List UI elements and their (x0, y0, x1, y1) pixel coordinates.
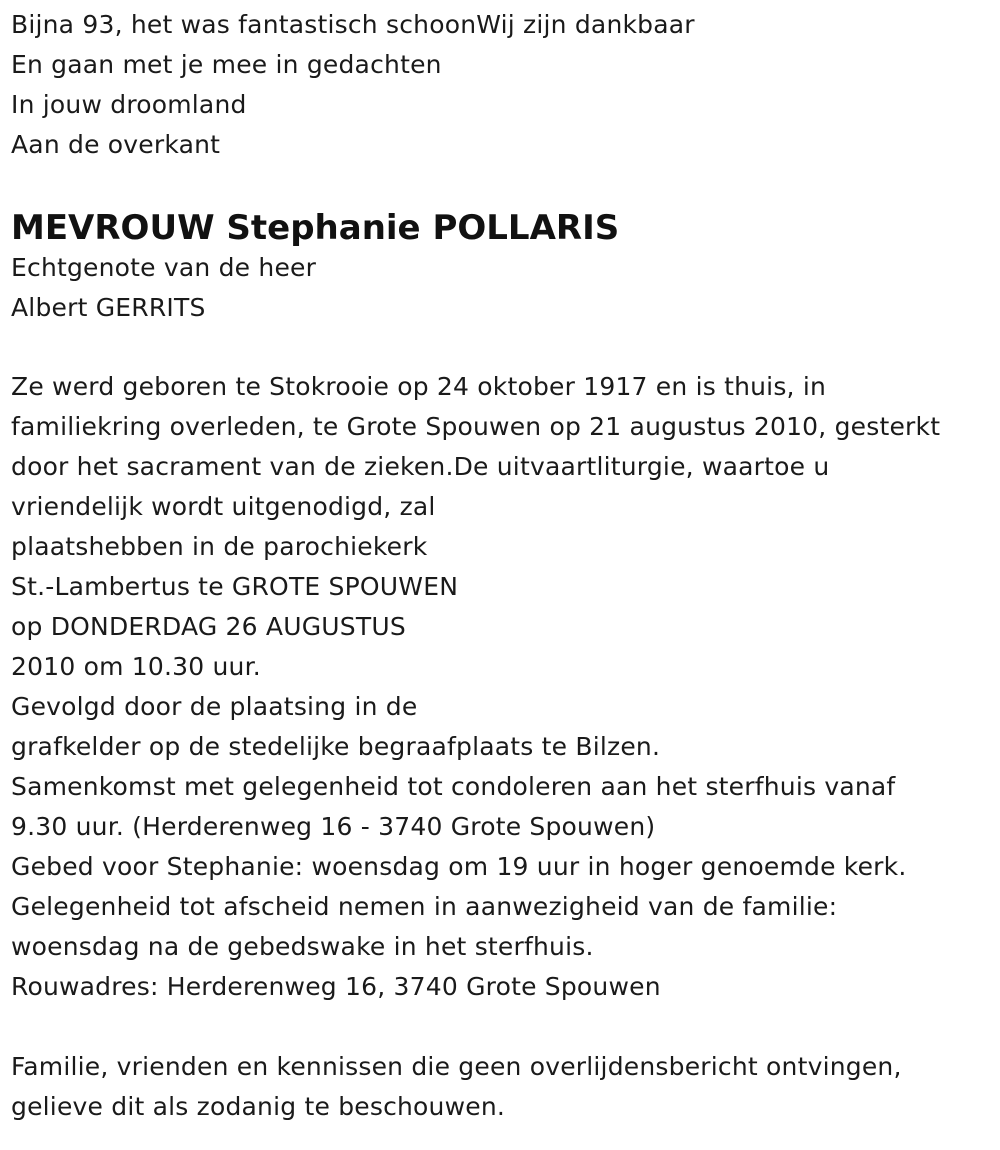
relation-line: Albert GERRITS (11, 293, 206, 322)
poem-block (11, 5, 991, 165)
announcement-line: 9.30 uur. (Herderenweg 16 - 3740 Grote Spouwen) (11, 812, 656, 841)
obituary-page (11, 5, 991, 1127)
announcement-line: vriendelijk wordt uitgenodigd, zal (11, 492, 436, 521)
poem-line: In jouw droomland (11, 90, 247, 119)
deceased-name: MEVROUW Stephanie POLLARIS (11, 208, 620, 248)
closing-block (11, 1047, 991, 1127)
announcement-line: Gevolgd door de plaatsing in de (11, 692, 418, 721)
announcement-line: op DONDERDAG 26 AUGUSTUS (11, 612, 406, 641)
announcement-block (11, 367, 991, 1007)
poem-line: En gaan met je mee in gedachten (11, 50, 442, 79)
announcement-line: St.-Lambertus te GROTE SPOUWEN (11, 572, 459, 601)
spacer (11, 1007, 991, 1047)
announcement-line: 2010 om 10.30 uur. (11, 652, 261, 681)
closing-line: gelieve dit als zodanig te beschouwen. (11, 1092, 506, 1121)
announcement-line: grafkelder op de stedelijke begraafplaats te Bilzen. (11, 732, 661, 761)
announcement-line: Rouwadres: Herderenweg 16, 3740 Grote Spouwen (11, 972, 661, 1001)
announcement-line: door het sacrament van de zieken.De uitvaartliturgie, waartoe u (11, 452, 830, 481)
announcement-line: plaatshebben in de parochiekerk (11, 532, 428, 561)
poem-line: Bijna 93, het was fantastisch schoonWij zijn dankbaar (11, 10, 695, 39)
closing-line: Familie, vrienden en kennissen die geen overlijdensbericht ontvingen, (11, 1052, 902, 1081)
announcement-line: Gebed voor Stephanie: woensdag om 19 uur in hoger genoemde kerk. (11, 852, 907, 881)
poem-line: Aan de overkant (11, 130, 221, 159)
announcement-line: Samenkomst met gelegenheid tot condoleren aan het sterfhuis vanaf (11, 772, 896, 801)
announcement-line: Ze werd geboren te Stokrooie op 24 oktober 1917 en is thuis, in (11, 372, 827, 401)
announcement-line: Gelegenheid tot afscheid nemen in aanwezigheid van de familie: (11, 892, 838, 921)
announcement-line: familiekring overleden, te Grote Spouwen op 21 augustus 2010, gesterkt (11, 412, 941, 441)
relation-line: Echtgenote van de heer (11, 253, 317, 282)
announcement-line: woensdag na de gebedswake in het sterfhuis. (11, 932, 594, 961)
relation-block (11, 248, 991, 328)
